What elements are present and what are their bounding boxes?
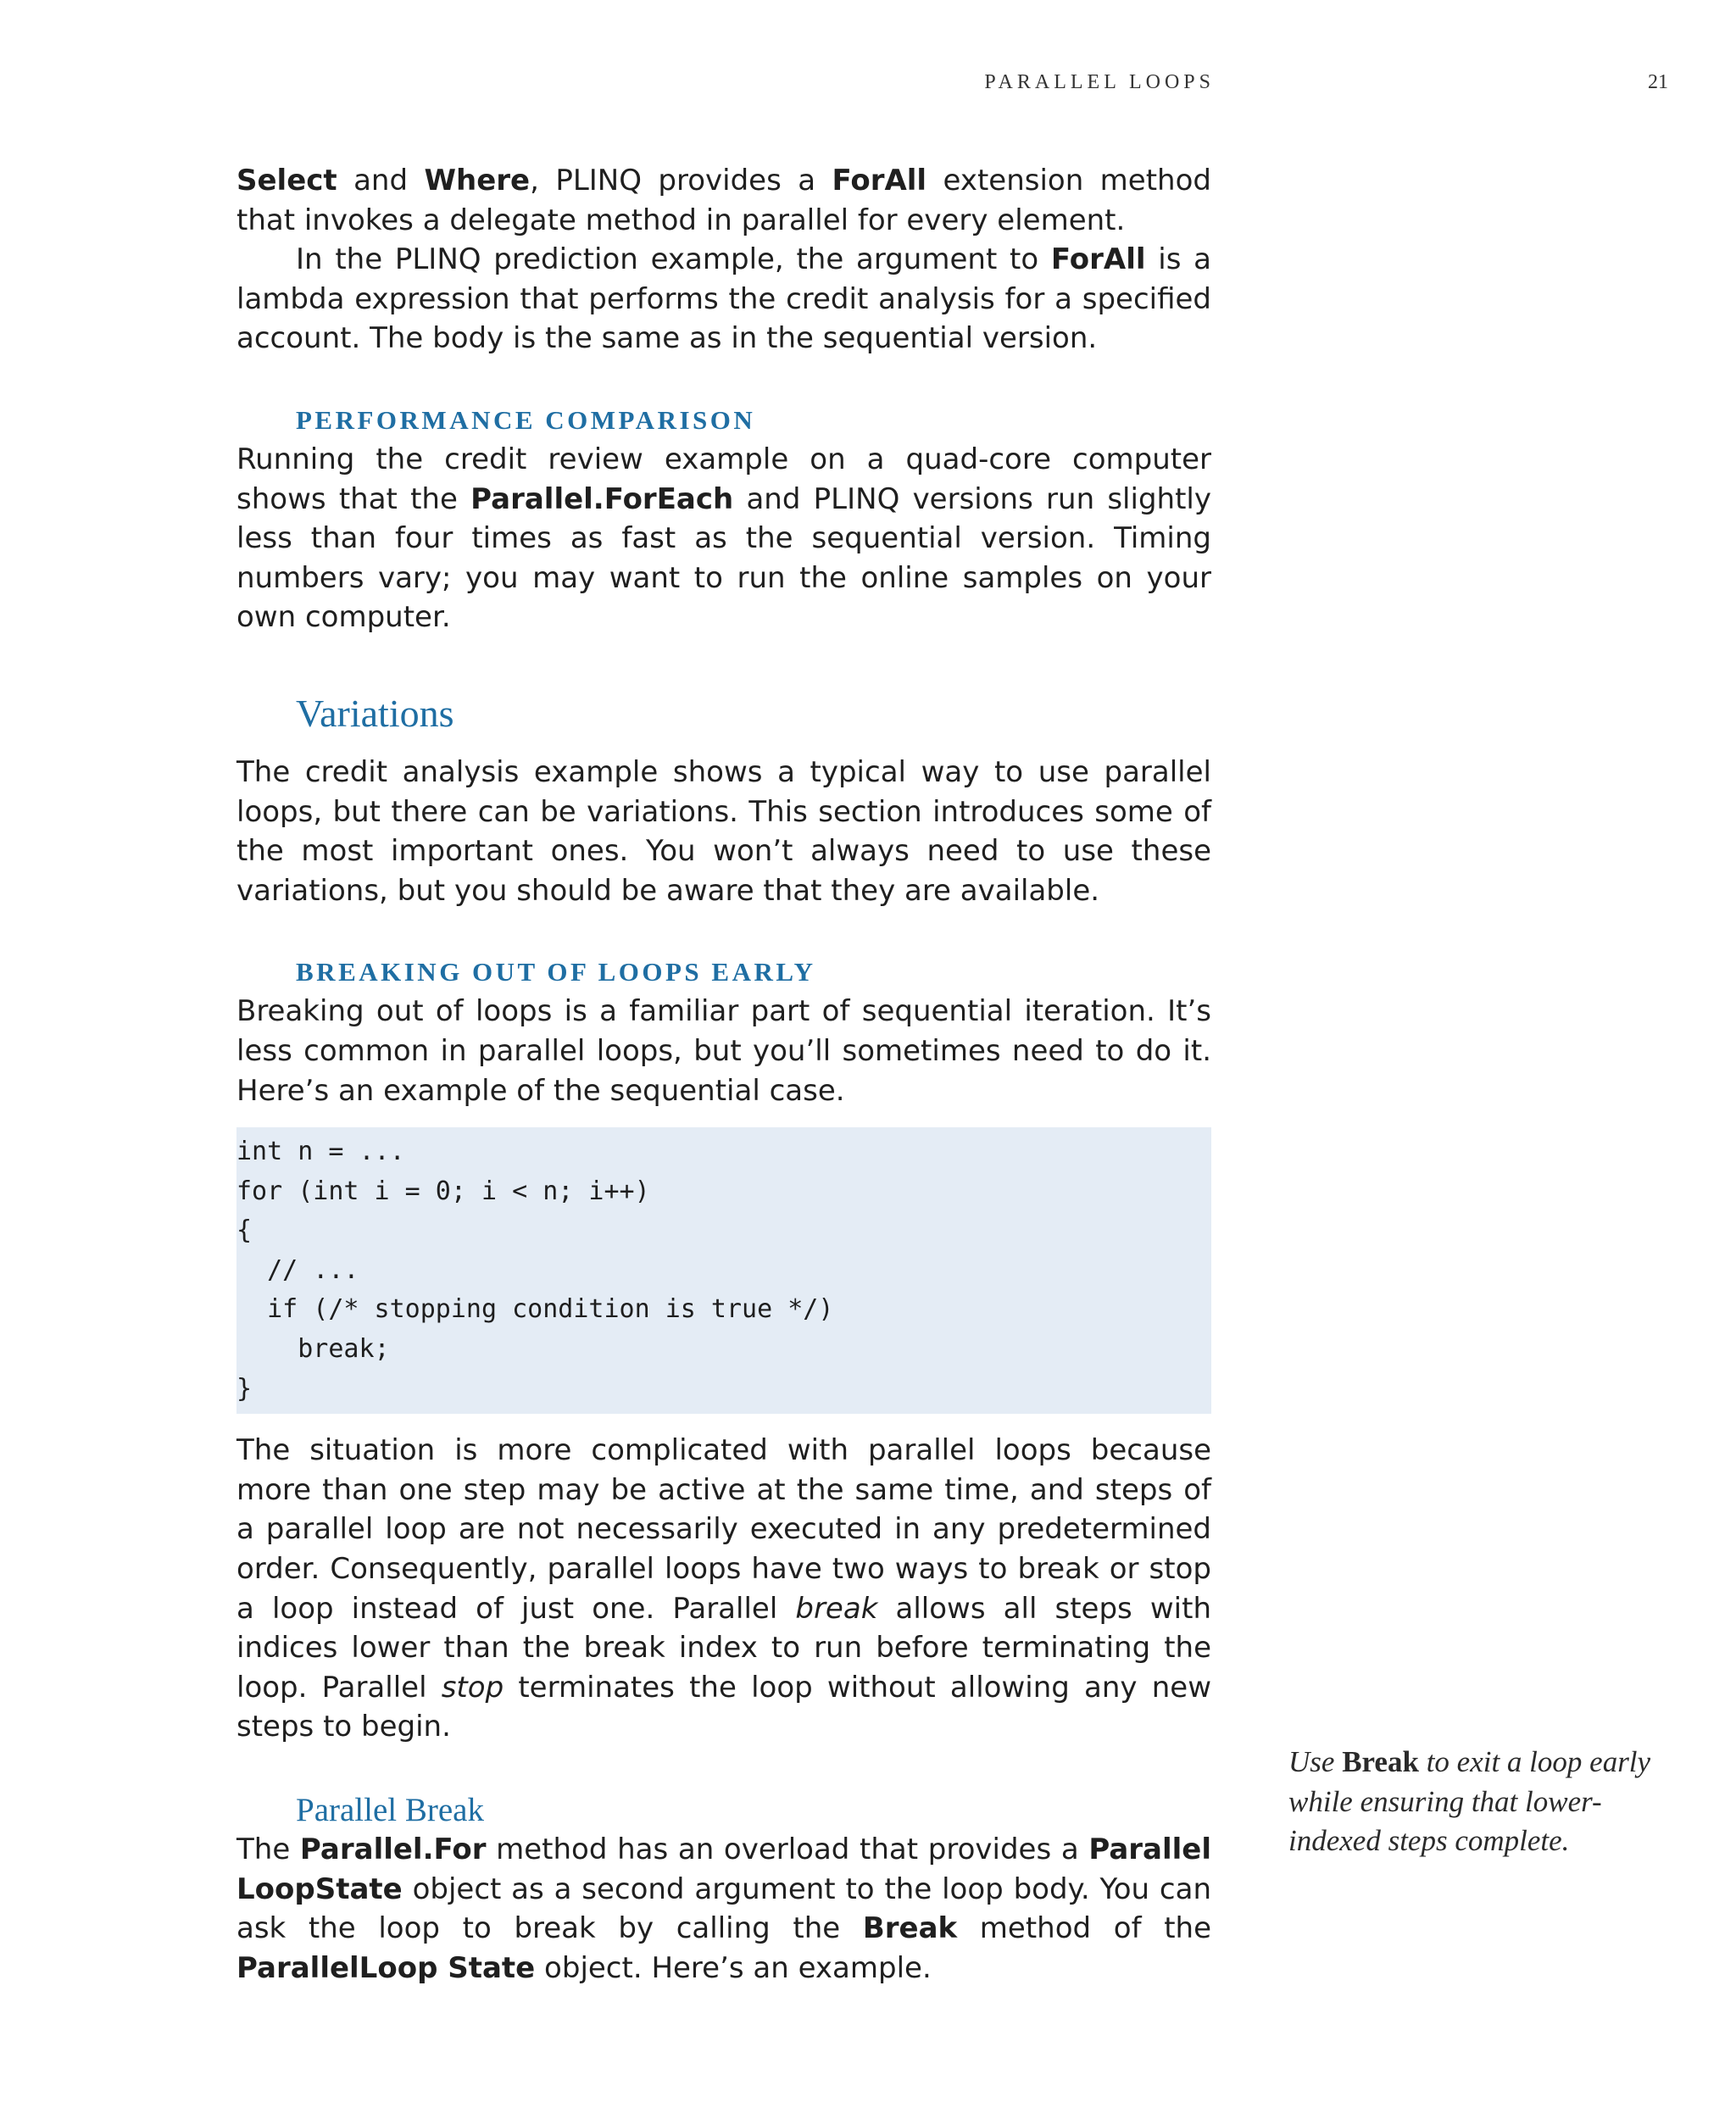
page-number: 21 (1648, 71, 1668, 93)
text-run: to exit a loop early while ensuring that lower-indexed steps complete. (1288, 1745, 1651, 1858)
code-line: } (236, 1373, 253, 1404)
text-run: and PLINQ versions run slightly less than four times as fast as the sequential version. Timing numbers vary; you may want to run the online samples on your own computer. (236, 481, 1211, 635)
bold-term: Break (1342, 1745, 1419, 1778)
code-block (236, 1127, 1211, 1414)
paragraph-variations: The credit analysis example shows a typical way to use parallel loops, but there can be variations. This section introduces some of the most important ones. You won’t always need to use these variations, but you should be aware that they are available. (236, 754, 1211, 908)
code-line: int n = ... (236, 1137, 405, 1167)
running-head: PARALLEL LOOPS (984, 71, 1215, 93)
heading-performance-comparison: PERFORMANCE COMPARISON (296, 404, 756, 435)
text-run: In the PLINQ prediction example, the argument to (296, 242, 1051, 277)
code-line: { (236, 1215, 253, 1246)
paragraph-situation (236, 1431, 1211, 1747)
paragraph-performance (236, 440, 1211, 637)
text-run: method has an overload that provides a (486, 1833, 1089, 1866)
bold-term: ForAll (832, 164, 927, 197)
text-run: method of the (957, 1911, 1211, 1946)
paragraph-breaking: Breaking out of loops is a familiar part of sequential iteration. It’s less common in parallel loops, but you’ll sometimes need to do it. Here’s an example of the sequential case. (236, 994, 1211, 1108)
bold-term: ForAll (1050, 242, 1146, 277)
text-run: allows all steps with indices lower than the break index to run before terminating the loop. Parallel (236, 1591, 1211, 1705)
subsection-title-parallel-break: Parallel Break (296, 1792, 484, 1828)
code-line: for (int i = 0; i < n; i++) (236, 1176, 650, 1206)
text-run: terminates the loop without allowing any new steps to begin. (236, 1670, 1212, 1744)
bold-term: Select (236, 164, 337, 197)
italic-term: break (795, 1591, 878, 1626)
paragraph-plinq-prediction (236, 240, 1211, 359)
bold-term: Break (862, 1911, 958, 1946)
text-run: Running the credit review example on a quad-core computer shows that the (236, 442, 1211, 516)
text-run: , PLINQ provides a (530, 164, 832, 197)
text-run: extension method that invokes a delegate method in parallel for every element. (236, 164, 1211, 237)
text-run: is a lambda expression that performs the credit analysis for a specified account. The body is the same as in the sequential version. (236, 242, 1211, 356)
code-line: break; (236, 1334, 390, 1365)
text-run: The situation is more complicated with parallel loops because more than one step may be active at the same time, and steps of a parallel loop are not necessarily executed in any predetermined order. Consequently, parallel loops have two ways to break or stop a loop instead of just one. Parallel (236, 1433, 1211, 1626)
text-run: The (236, 1833, 300, 1866)
heading-breaking-out: BREAKING OUT OF LOOPS EARLY (296, 957, 816, 987)
italic-term: stop (441, 1670, 504, 1705)
code-line: // ... (236, 1254, 359, 1285)
bold-term: Parallel.ForEach (470, 481, 734, 516)
text-run: Use (1288, 1745, 1343, 1778)
paragraph-parallel-break (236, 1830, 1211, 1988)
text-run: object. Here’s an example. (535, 1950, 932, 1985)
text-run: object as a second argument to the loop body. You can ask the loop to break by calling the (236, 1872, 1211, 1946)
section-title-variations: Variations (296, 691, 454, 735)
bold-term: Parallel LoopState (236, 1833, 1211, 1906)
code-line: if (/* stopping condition is true */) (236, 1294, 834, 1325)
main-column (236, 161, 1211, 1988)
text-run: and (337, 164, 425, 197)
bold-term: Where (424, 164, 531, 197)
bold-term: Parallel.For (299, 1833, 487, 1866)
margin-note (1288, 1743, 1687, 1861)
paragraph-forall-intro (236, 161, 1211, 240)
bold-term: ParallelLoop State (236, 1950, 536, 1985)
